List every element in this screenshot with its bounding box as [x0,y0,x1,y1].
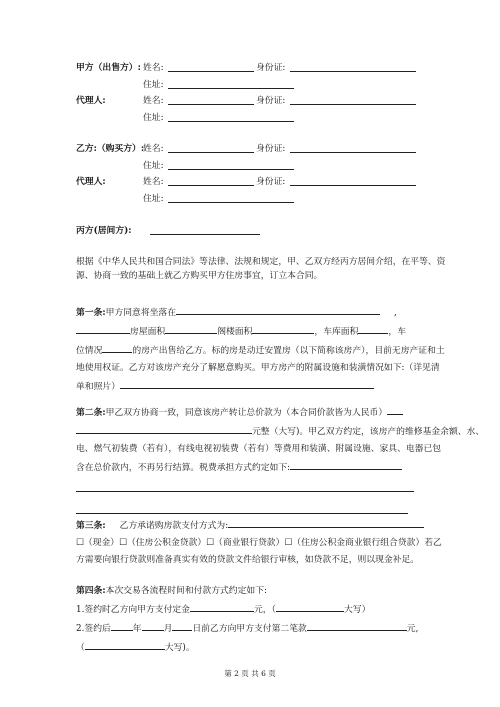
article-1-line-3: 的房产出售给乙方。标的房是动迁安置房（以下简称该房产），目前无房产证和土 [132,346,445,356]
second-payment-label: 2.签约后 [76,624,111,634]
tax-method-field[interactable] [290,459,402,470]
party-b-addr-field[interactable] [168,159,294,170]
party-b-id-label: 身份证: [256,144,286,154]
party-b-addr-label: 住址: [143,161,164,171]
parking-label: ，车 [388,327,407,337]
article-3-text: 乙方承诺购房款支付方式为: [119,521,229,531]
total-price-field[interactable] [387,404,403,415]
floor-area-label: 房屋面积 [130,327,166,337]
month-field[interactable] [142,620,164,631]
year-label: 年 [132,624,142,634]
agent-a-addr-label: 住址: [143,113,164,123]
article-2-line-3: 电、燃气初装费（若有），有线电视初装费（若有）等费用和装潢、附属设施、家具、电器已包 [76,444,442,454]
article-1 [76,304,445,394]
party-a-id-field[interactable] [290,61,416,72]
party-b-label: 乙方:（购买方）: [76,144,145,154]
facilities-field[interactable] [120,378,374,389]
party-a-name-field[interactable] [168,61,254,72]
article-3-heading: 第三条: [76,521,106,531]
deposit-words-label: 大写） [343,605,371,615]
attic-area-label: 阁楼面积 [217,327,253,337]
deposit-field[interactable] [190,601,254,612]
party-b-name-field[interactable] [168,142,254,153]
agent-b-addr-field[interactable] [168,192,294,203]
second-payment-words-label: 大写)。 [164,643,195,653]
party-c-field[interactable] [150,224,260,235]
property-location-field[interactable] [176,304,380,315]
garage-area-field[interactable] [358,323,388,334]
agent-b-name-field[interactable] [168,175,254,186]
year-field[interactable] [111,620,133,631]
party-a-label: 甲方（出售方）: [76,63,141,73]
agent-b-addr-label: 住址: [143,194,164,204]
article-3 [76,517,442,567]
second-payment-field[interactable] [307,620,407,631]
deposit-label: 1.签约时乙方向甲方支付定金 [76,605,190,615]
second-payment-words-field[interactable] [85,639,165,650]
garage-area-label: ，车库面积 [314,327,359,337]
day-field[interactable] [172,620,192,631]
party-b-name-label: 姓名: [143,144,164,154]
parking-label-2: 位情况 [76,346,103,356]
agent-a-id-field[interactable] [290,94,416,105]
article-2-line-4: 含在总价款内，不再另行结算。税费承担方式约定如下: [76,463,291,473]
floor-area-field[interactable] [165,323,217,334]
comma: , [394,308,397,318]
article-2 [76,404,485,519]
total-price-words-field[interactable] [76,423,252,434]
party-b-id-field[interactable] [290,142,416,153]
paren-open: （ [76,643,85,653]
tax-method-field-2[interactable] [76,481,414,492]
agent-a-name-label: 姓名: [143,96,164,106]
second-payment-unit: 元, [406,624,419,634]
attic-area-field[interactable] [252,323,314,334]
article-4-heading: 第四条: [76,586,106,596]
payment-options[interactable]: ☐（现金）☐（住房公积金贷款）☐（商业银行贷款）☐（住房公积金商业银行组合贷款）若乙 [76,538,442,548]
article-4 [76,584,426,655]
intro-line-2: 源、协商一致的基础上就乙方购买甲方住房事宜，订立本合同。 [76,271,323,281]
deposit-unit: 元，（ [253,605,276,615]
agent-b-id-label: 身份证: [256,177,286,187]
article-2-heading: 第二条: [76,408,106,418]
intro-line-1: 根据《中华人民共和国合同法》等法律、法规和规定，甲、乙双方经丙方居间介绍，在平等、资 [76,257,446,267]
article-4-text: 本次交易各流程时间和付款方式约定如下: [105,586,267,596]
party-a-addr-field[interactable] [168,78,294,89]
article-2-line-2: 元整（大写)。甲乙双方约定，该房产的维修基金余额、水、 [252,427,485,437]
agent-a-name-field[interactable] [168,94,254,105]
deposit-words-field[interactable] [276,601,344,612]
agent-a-id-label: 身份证: [256,96,286,106]
article-1-heading: 第一条: [76,308,106,318]
agent-b-name-label: 姓名: [143,177,164,187]
month-label: 月 [163,624,173,634]
article-1-line-4: 地使用权证。乙方对该房产充分了解愿意购买。甲方房产的附属设施和装潢情况如下:（详见清 [76,363,440,373]
payment-method-field[interactable] [228,517,424,528]
second-payment-text: 日前乙方向甲方支付第二笔款 [192,624,307,634]
agent-b-id-field[interactable] [290,175,416,186]
article-1-line-5: 单和照片） [76,382,120,392]
parking-field[interactable] [102,342,132,353]
party-a-name-label: 姓名: [143,63,164,73]
agent-b-label: 代理人: [76,177,106,187]
party-a-id-label: 身份证: [256,63,286,73]
agent-a-addr-field[interactable] [168,111,294,122]
party-a-addr-label: 住址: [143,80,164,90]
article-2-text: 甲乙双方协商一致，同意该房产转让总价款为（本合同价款皆为人民币） [105,408,388,418]
party-c-label: 丙方(居间方): [76,226,132,236]
page-footer: 第 2 页 共 6 页 [224,669,276,678]
agent-a-label: 代理人: [76,96,106,106]
tax-method-field-3[interactable] [76,503,408,514]
article-1-text: 甲方同意将坐落在 [105,308,177,318]
intro-paragraph [76,255,446,283]
unit-field[interactable] [76,323,130,334]
article-3-line-3: 方需要向银行贷款则准备真实有效的贷款文件给银行审核，如贷款不足，则以现金补足。 [76,555,420,565]
